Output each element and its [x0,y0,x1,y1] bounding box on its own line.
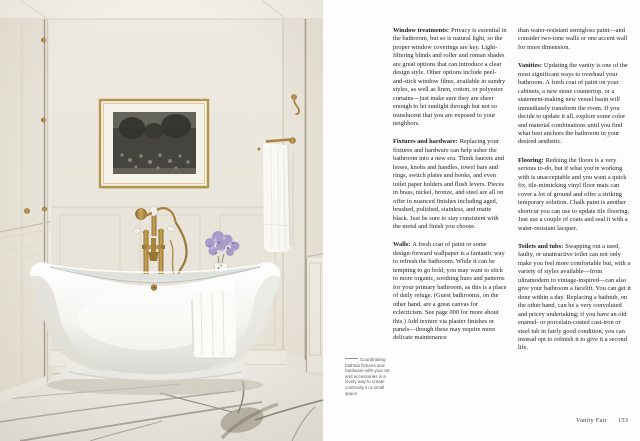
paragraph-body: Updating the vanity is one of the most significant ways to overhaul your bathroom. A fresh coat of paint on your cabinets, a new stone countertop, or a statement-making new vessel basin will immediately transform the room. If you decide to update it all, explore some color and material combinations until you find what best anchors the bathroom in your desired aesthetic. [518,62,628,146]
paragraph-toilets-tubs [518,243,632,353]
paragraph-window-treatments [393,27,507,128]
page-number: 153 [617,417,629,424]
paragraph-body: A fresh coat of paint or some design-forward wallpaper is a fantastic way to refresh the bathroom. While it can be tempting to go bold, you may want to stick to more organic, soothing hues and patterns for your primary bathroom, as this is a place of daily refuge. (Guest bathrooms, on the other hand, are a great canvas for eclecticism. See page 000 for more about this.) Add texture via plaster finishes or panels—though these may require more delicate maintenance [393,241,507,342]
paragraph-heading: Window treatments: [393,27,449,34]
caption-text: Coordinating bathtub fixtures and hardware with your art and accessories is a lovely way to create continuity in a small space. [345,357,390,396]
paragraph-heading: Walls: [393,241,411,249]
paragraph-body: Replacing your fixtures and hardware can help usher the bathroom into a new era. Think faucets and hoses, knobs and handles, towel bars and rings, switch plates and hooks, and even toilet paper holders and flush levers. Pieces in brass, nickel, bronze, and steel are all on offer in nuanced finishes including aged, brushed, polished, stainless, and matte black. Just be sure to stay consistent with the metal and finish you choose. [393,138,505,230]
paragraph-fixtures-hardware [393,138,507,231]
paragraph-heading: Fixtures and hardware: [393,138,458,146]
paragraph-heading: Toilets and tubs: [518,242,564,250]
paragraph-walls [393,241,507,342]
book-title: Vanity Fair [576,417,607,424]
article-column-2 [518,27,632,363]
paragraph-vanities [518,62,632,147]
paragraph-heading: Flooring: [518,156,544,164]
photo-caption [345,357,395,396]
paragraph-body: Redoing the floors is a very serious to-do, but if what you're working with is unacceptable and you want a quick fix, tile-mimicking vinyl floor mats can cover a lot of ground and offer a striking temporary solution. Chalk paint is another shortcut you can use to update tile flooring. Just use a couple of coats and seal it with a water-resistant lacquer. [518,156,630,232]
paragraph-body: Privacy is essential in the bathroom, but so is natural light, so the proper window coverings are key. Light-filtering blinds and roller and roman shades are great options that can introduce a clear design style. Other options include peel-and-stick window films, available in sundry styles, as well as linen, cotton, or polyester curtains—just make sure they are sheer enough to let sunlight through but not so translucent that you are exposed to your neighbors. [393,27,507,127]
paragraph-heading: Vanities: [518,62,542,70]
article-column-1 [393,27,507,353]
paragraph-body: Swapping out a used, faulty, or unattractive toilet can not only make you feel more comfortable but, with a variety of styles available—from ultramodern to vintage-inspired—can also give your bathroom a facelift. You can get it done within a day. Replacing a bathtub, on the other hand, can be a very convoluted and pricey undertaking; if you have an old enamel- or porcelain-coated cast-iron or steel tub in fairly good condition, you can instead opt to refinish it to give it a second life. [518,242,631,352]
paragraph-flooring [518,157,632,233]
paragraph-walls-continued [518,27,632,52]
caption-rule [345,358,358,359]
page-folio [576,417,628,424]
paragraph-body: than water-resistant semigloss paint—and consider two-tone walls or one accent wall for more dimension. [518,27,628,51]
